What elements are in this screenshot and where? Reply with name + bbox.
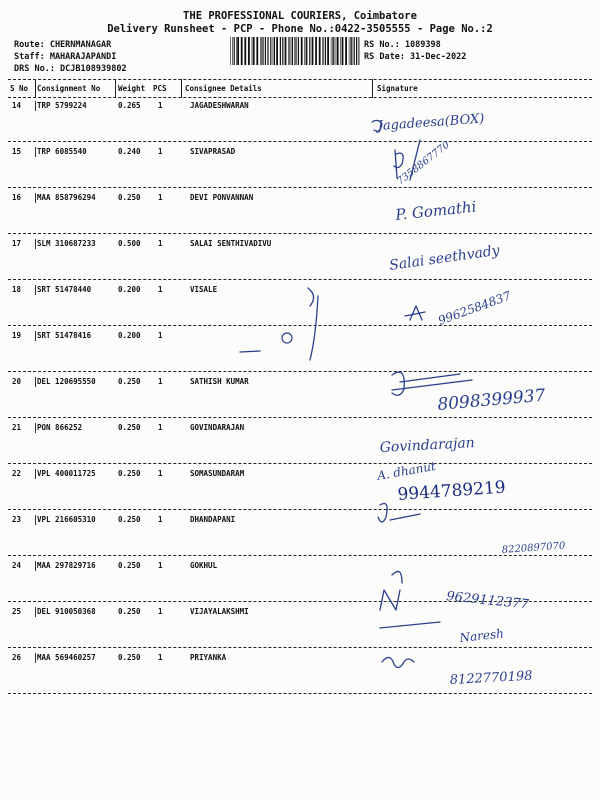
row-column-mark bbox=[35, 607, 36, 617]
cell-sno: 15 bbox=[12, 147, 22, 156]
cell-sno: 18 bbox=[12, 285, 22, 294]
row-column-mark bbox=[35, 239, 36, 249]
table-row bbox=[0, 239, 600, 285]
table-top-rule bbox=[8, 79, 592, 80]
barcode-bar bbox=[336, 37, 337, 65]
cell-consignment-no: MAA 297829716 bbox=[37, 561, 96, 570]
cell-consignee: SIVAPRASAD bbox=[190, 147, 236, 156]
cell-pcs: 1 bbox=[158, 561, 163, 570]
cell-pcs: 1 bbox=[158, 515, 163, 524]
cell-consignee: VISALE bbox=[190, 285, 218, 294]
cell-sno: 23 bbox=[12, 515, 22, 524]
column-divider bbox=[35, 79, 36, 98]
table-row bbox=[0, 193, 600, 239]
table-row bbox=[0, 607, 600, 653]
row-column-mark bbox=[35, 515, 36, 525]
cell-weight: 0.240 bbox=[118, 147, 141, 156]
cell-consignee: PRIYANKA bbox=[190, 653, 227, 662]
column-header-consignment: Consignment No bbox=[37, 84, 101, 93]
cell-weight: 0.265 bbox=[118, 101, 141, 110]
barcode-bar bbox=[358, 37, 359, 65]
cell-pcs: 1 bbox=[158, 423, 163, 432]
barcode-bar bbox=[292, 37, 293, 65]
table-row bbox=[0, 653, 600, 699]
signature-row-24: 9629112377 bbox=[445, 589, 530, 613]
barcode-bar bbox=[256, 37, 258, 65]
cell-sno: 26 bbox=[12, 653, 22, 662]
barcode-bar bbox=[241, 37, 243, 65]
row-rule bbox=[8, 509, 592, 510]
row-column-mark bbox=[35, 377, 36, 387]
signature-row-25: Naresh bbox=[458, 626, 505, 645]
cell-consignment-no: TRP 6085540 bbox=[37, 147, 87, 156]
barcode-bar bbox=[315, 37, 317, 65]
cell-weight: 0.250 bbox=[118, 469, 141, 478]
barcode-bar bbox=[295, 37, 296, 65]
cell-sno: 19 bbox=[12, 331, 22, 340]
barcode-bar bbox=[350, 37, 351, 65]
cell-consignment-no: VPL 400011725 bbox=[37, 469, 96, 478]
row-column-mark bbox=[35, 193, 36, 203]
column-header-consignee: Consignee Details bbox=[185, 84, 262, 93]
rs-number: RS No.: 1089398 bbox=[364, 40, 441, 50]
barcode-bar bbox=[298, 37, 299, 65]
header-bottom-rule bbox=[8, 97, 592, 98]
cell-weight: 0.250 bbox=[118, 377, 141, 386]
row-column-mark bbox=[35, 653, 36, 663]
cell-pcs: 1 bbox=[158, 377, 163, 386]
cell-weight: 0.250 bbox=[118, 607, 141, 616]
barcode-bar bbox=[232, 37, 233, 65]
row-column-mark bbox=[35, 469, 36, 479]
cell-pcs: 1 bbox=[158, 607, 163, 616]
cell-consignee: SATHISH KUMAR bbox=[190, 377, 249, 386]
row-rule bbox=[8, 463, 592, 464]
barcode-bar bbox=[349, 37, 350, 65]
barcode-bar bbox=[288, 37, 289, 65]
cell-weight: 0.200 bbox=[118, 285, 141, 294]
row-rule bbox=[8, 325, 592, 326]
row-rule bbox=[8, 601, 592, 602]
barcode-bar bbox=[230, 37, 231, 65]
table-row bbox=[0, 331, 600, 377]
table-row bbox=[0, 423, 600, 469]
cell-consignment-no: SLM 310687233 bbox=[37, 239, 96, 248]
cell-pcs: 1 bbox=[158, 653, 163, 662]
cell-consignment-no: DEL 120695550 bbox=[37, 377, 96, 386]
table-row bbox=[0, 101, 600, 147]
cell-weight: 0.250 bbox=[118, 193, 141, 202]
barcode-bar bbox=[234, 37, 235, 65]
row-column-mark bbox=[35, 147, 36, 157]
cell-sno: 25 bbox=[12, 607, 22, 616]
barcode-bar bbox=[248, 37, 250, 65]
barcode-bar bbox=[268, 37, 269, 65]
barcode-bar bbox=[306, 37, 308, 65]
cell-consignee: JAGADESHWARAN bbox=[190, 101, 249, 110]
cell-consignee: SALAI SENTHIVADIVU bbox=[190, 239, 272, 248]
signature-row-17: Salai seethvady bbox=[388, 242, 501, 274]
barcode-bar bbox=[280, 37, 281, 65]
row-column-mark bbox=[35, 331, 36, 341]
cell-sno: 21 bbox=[12, 423, 22, 432]
cell-consignment-no: TRP 5799224 bbox=[37, 101, 87, 110]
cell-weight: 0.200 bbox=[118, 331, 141, 340]
document-subtitle: Delivery Runsheet - PCP - Phone No.:0422-3505555 - Page No.:2 bbox=[107, 23, 493, 35]
barcode-bar bbox=[345, 37, 347, 65]
cell-sno: 24 bbox=[12, 561, 22, 570]
barcode-bar bbox=[327, 37, 329, 65]
drs-number: DRS No.: DCJB108939802 bbox=[14, 64, 127, 74]
cell-sno: 16 bbox=[12, 193, 22, 202]
document-title: THE PROFESSIONAL COURIERS, Coimbatore bbox=[183, 10, 417, 22]
column-header-pcs: PCS bbox=[153, 84, 167, 93]
barcode-bar bbox=[267, 37, 268, 65]
row-column-mark bbox=[35, 285, 36, 295]
row-column-mark bbox=[35, 423, 36, 433]
table-row bbox=[0, 515, 600, 561]
cell-pcs: 1 bbox=[158, 147, 163, 156]
signature-row-23: 8220897070 bbox=[501, 540, 566, 556]
barcode-bar bbox=[273, 37, 274, 65]
cell-consignment-no: VPL 216605310 bbox=[37, 515, 96, 524]
barcode-bar bbox=[325, 37, 326, 65]
row-rule bbox=[8, 371, 592, 372]
cell-consignee: VIJAYALAKSHMI bbox=[190, 607, 249, 616]
row-rule bbox=[8, 141, 592, 142]
cell-consignee: GOVINDARAJAN bbox=[190, 423, 245, 432]
row-rule bbox=[8, 693, 592, 694]
column-header-signature: Signature bbox=[377, 84, 418, 93]
barcode-bar bbox=[274, 37, 275, 65]
cell-sno: 17 bbox=[12, 239, 22, 248]
cell-weight: 0.250 bbox=[118, 561, 141, 570]
signature-row-15: 7358867770 bbox=[395, 139, 452, 188]
barcode-bar bbox=[304, 37, 305, 65]
barcode-bar bbox=[289, 37, 290, 65]
cell-pcs: 1 bbox=[158, 285, 163, 294]
barcode-bar bbox=[331, 37, 332, 65]
cell-consignee: SOMASUNDARAM bbox=[190, 469, 245, 478]
barcode-bar bbox=[351, 37, 352, 65]
cell-weight: 0.250 bbox=[118, 515, 141, 524]
column-divider bbox=[115, 79, 116, 98]
cell-consignment-no: DEL 910050368 bbox=[37, 607, 96, 616]
barcode-bar bbox=[312, 37, 314, 65]
column-header-sno: S No bbox=[10, 84, 29, 93]
barcode-bar bbox=[319, 37, 321, 65]
barcode-bar bbox=[252, 37, 253, 65]
signature-row-16: P. Gomathi bbox=[394, 197, 478, 224]
barcode-bar bbox=[354, 37, 355, 65]
cell-pcs: 1 bbox=[158, 331, 163, 340]
barcode-bar bbox=[265, 37, 266, 65]
signature-row-18: 9962584837 bbox=[436, 288, 513, 328]
signature-row-21: Govindarajan bbox=[379, 435, 476, 456]
barcode-bar bbox=[253, 37, 255, 65]
table-row bbox=[0, 147, 600, 193]
table-row bbox=[0, 377, 600, 423]
cell-weight: 0.250 bbox=[118, 653, 141, 662]
barcode-bar bbox=[236, 37, 237, 65]
barcode-bar bbox=[332, 37, 333, 65]
barcode-bar bbox=[294, 37, 295, 65]
barcode-bar bbox=[282, 37, 283, 65]
row-rule bbox=[8, 417, 592, 418]
cell-consignment-no: SRT 51478416 bbox=[37, 331, 92, 340]
rs-date: RS Date: 31-Dec-2022 bbox=[364, 52, 467, 62]
row-rule bbox=[8, 647, 592, 648]
barcode-bar bbox=[262, 37, 263, 65]
signature-row-22-name: A. dhanut bbox=[376, 458, 437, 483]
row-rule bbox=[8, 187, 592, 188]
barcode-bar bbox=[356, 37, 357, 65]
signature-row-14: Jagadeesa(BOX) bbox=[377, 111, 485, 134]
barcode-bar bbox=[270, 37, 271, 65]
row-rule bbox=[8, 555, 592, 556]
barcode-bar bbox=[342, 37, 344, 65]
barcode-bar bbox=[291, 37, 292, 65]
barcode-bar bbox=[301, 37, 303, 65]
cell-consignee: DHANDAPANI bbox=[190, 515, 236, 524]
cell-consignee: GOKHUL bbox=[190, 561, 218, 570]
cell-weight: 0.250 bbox=[118, 423, 141, 432]
cell-consignment-no: MAA 858796294 bbox=[37, 193, 96, 202]
barcode-bar bbox=[261, 37, 262, 65]
barcode-bar bbox=[333, 37, 334, 65]
barcode-bar bbox=[260, 37, 261, 65]
table-row bbox=[0, 561, 600, 607]
cell-sno: 14 bbox=[12, 101, 22, 110]
cell-weight: 0.500 bbox=[118, 239, 141, 248]
column-divider bbox=[181, 79, 182, 98]
signature-row-20: 8098399937 bbox=[436, 385, 547, 415]
barcode-image bbox=[230, 37, 360, 65]
route-label: Route: CHERNMANAGAR bbox=[14, 40, 112, 50]
barcode-bar bbox=[337, 37, 339, 65]
barcode-bar bbox=[244, 37, 246, 65]
barcode-bar bbox=[237, 37, 239, 65]
cell-consignment-no: SRT 51478440 bbox=[37, 285, 92, 294]
cell-pcs: 1 bbox=[158, 193, 163, 202]
row-column-mark bbox=[35, 101, 36, 111]
barcode-bar bbox=[276, 37, 278, 65]
cell-sno: 22 bbox=[12, 469, 22, 478]
column-divider bbox=[372, 79, 373, 98]
row-rule bbox=[8, 233, 592, 234]
column-header-weight: Weight bbox=[118, 84, 146, 93]
cell-pcs: 1 bbox=[158, 239, 163, 248]
barcode-bar bbox=[285, 37, 287, 65]
barcode-bar bbox=[309, 37, 310, 65]
cell-pcs: 1 bbox=[158, 101, 163, 110]
table-row bbox=[0, 285, 600, 331]
staff-label: Staff: MAHARAJAPANDI bbox=[14, 52, 117, 62]
barcode-bar bbox=[322, 37, 323, 65]
signature-row-22-phone: 9944789219 bbox=[396, 477, 507, 505]
barcode-bar bbox=[340, 37, 341, 65]
cell-consignment-no: PON 866252 bbox=[37, 423, 83, 432]
cell-sno: 20 bbox=[12, 377, 22, 386]
signature-row-26: 8122770198 bbox=[449, 668, 533, 688]
row-column-mark bbox=[35, 561, 36, 571]
table-row bbox=[0, 469, 600, 515]
cell-consignment-no: MAA 569460257 bbox=[37, 653, 96, 662]
cell-consignee: DEVI PONVANNAN bbox=[190, 193, 254, 202]
row-rule bbox=[8, 279, 592, 280]
cell-pcs: 1 bbox=[158, 469, 163, 478]
